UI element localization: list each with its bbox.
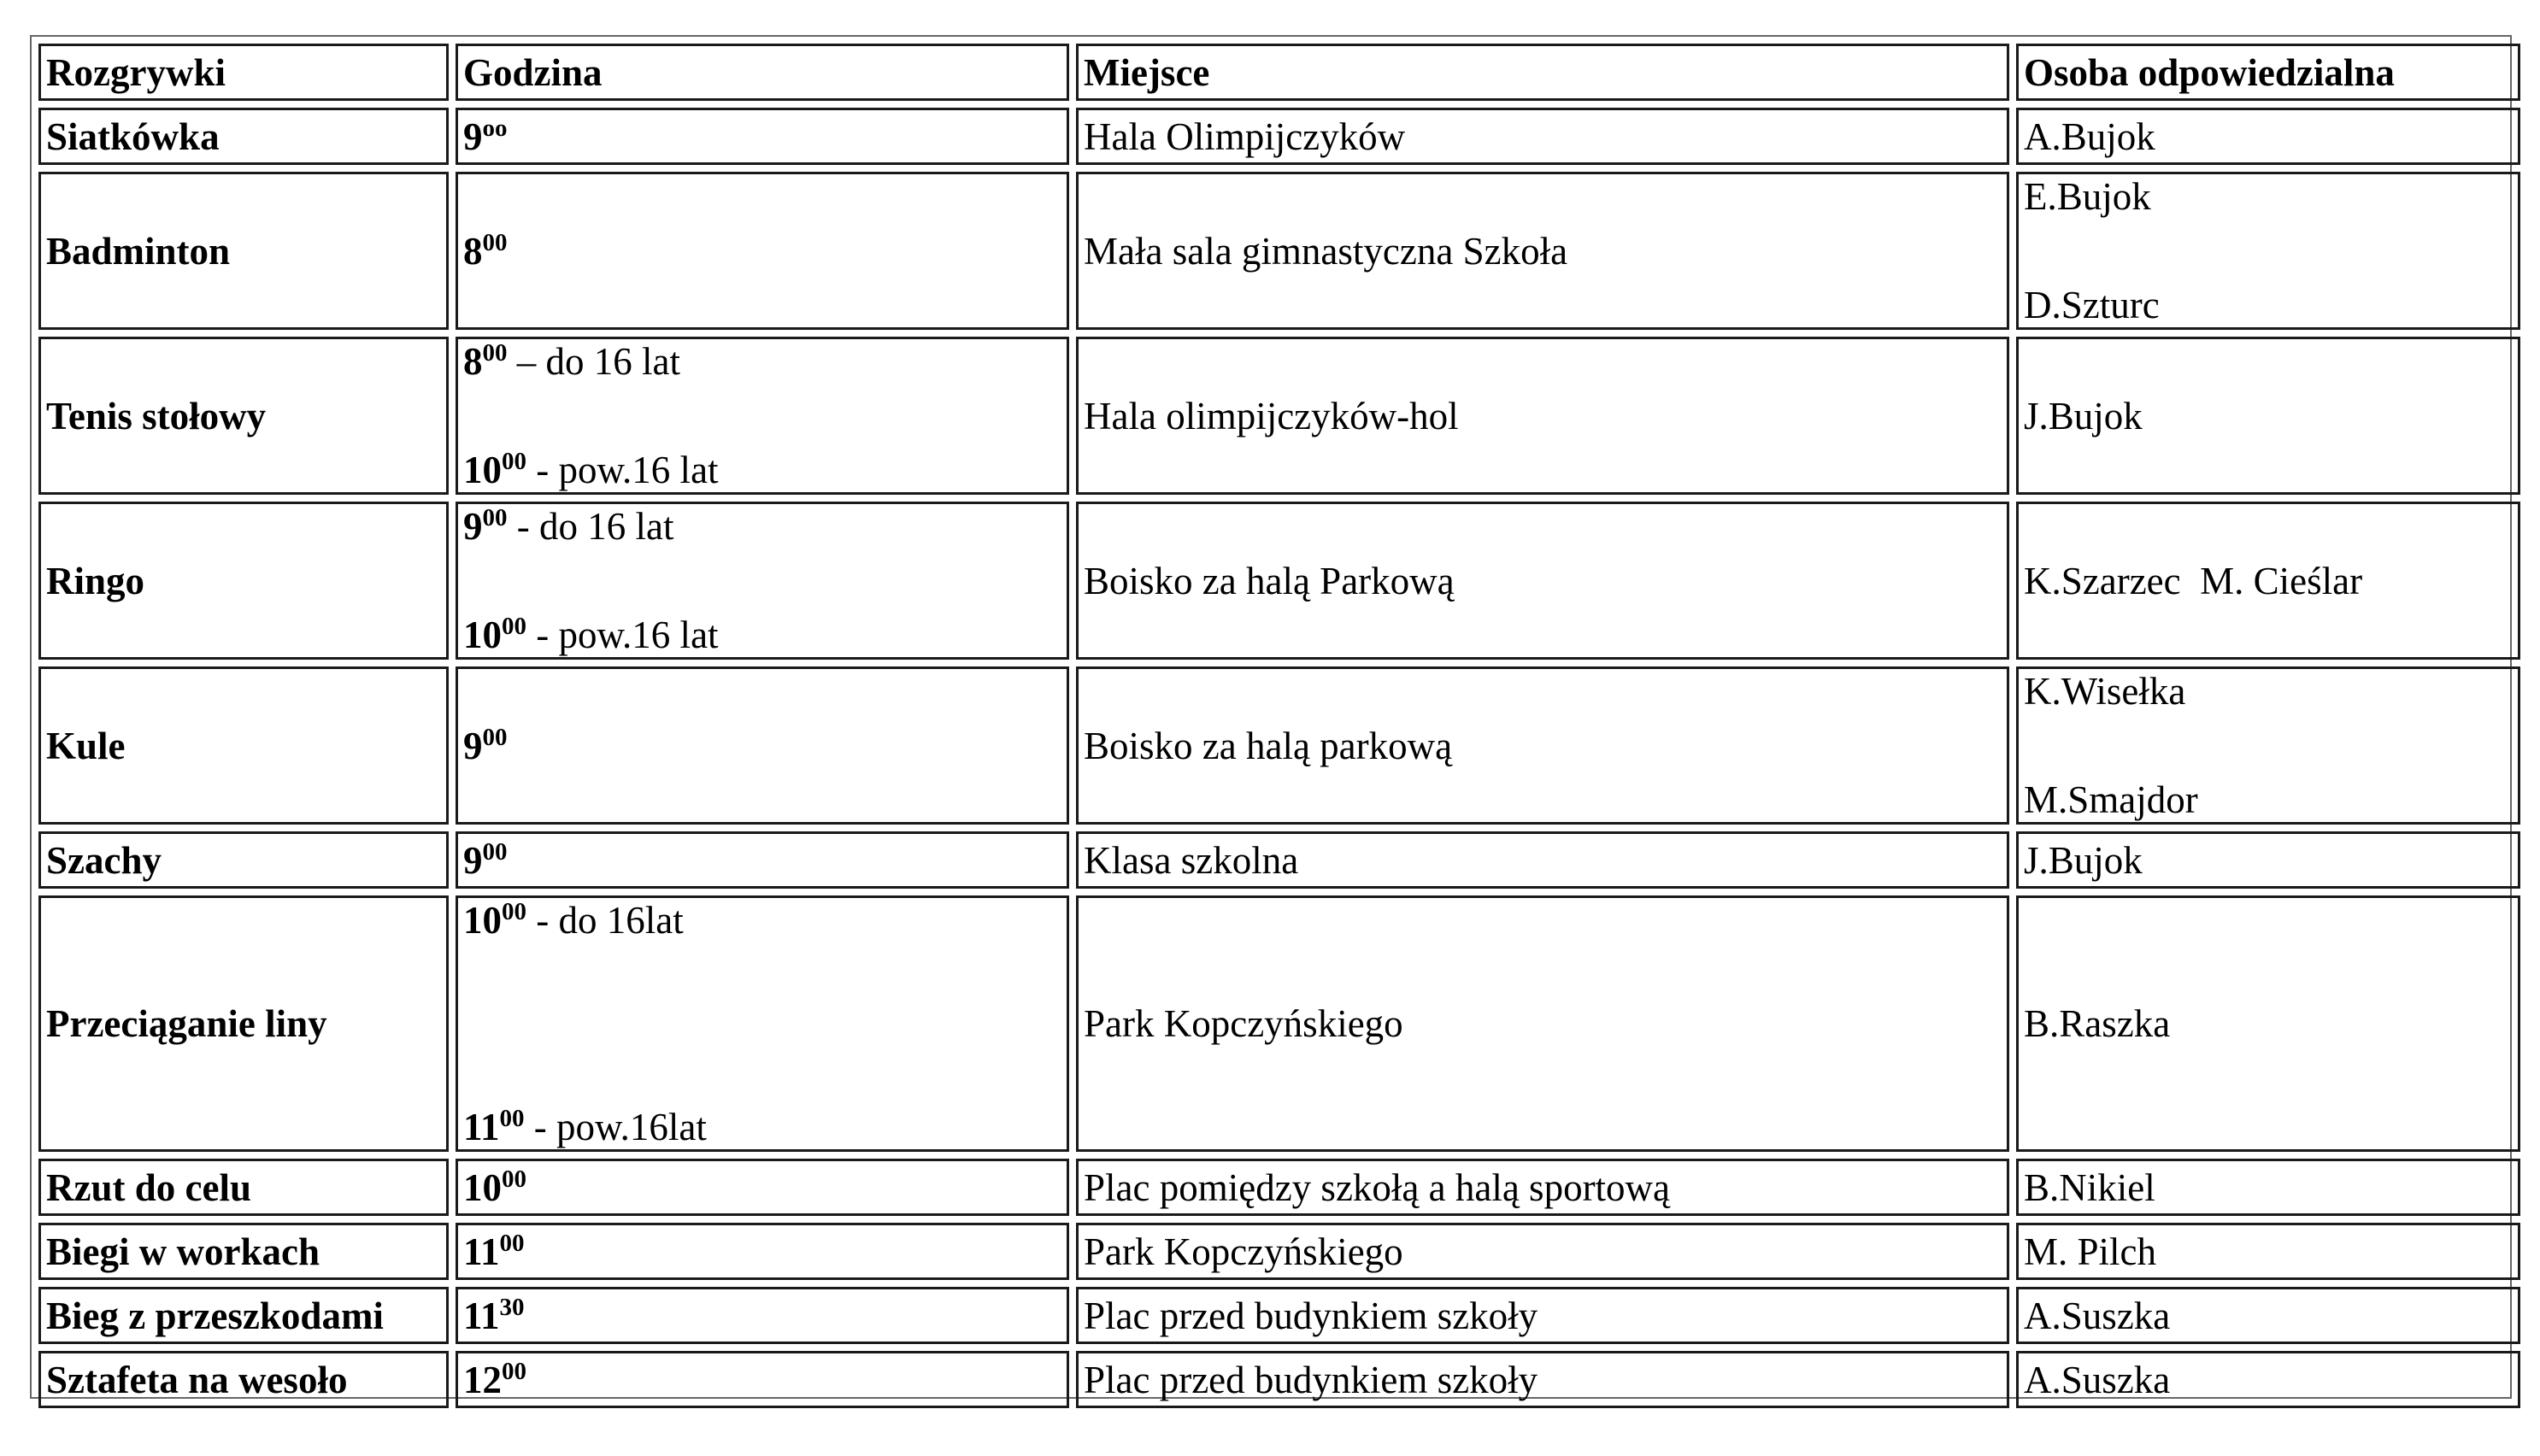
place-label: Hala olimpijczyków-hol <box>1084 394 1459 437</box>
table-row <box>38 502 2520 660</box>
time-cell <box>456 502 1069 660</box>
person-name: M. Pilch <box>2024 1230 2157 1273</box>
time-entry <box>463 838 1061 883</box>
time-entry <box>463 1165 1061 1210</box>
person-cell <box>2016 1223 2520 1280</box>
discipline-cell <box>38 502 449 660</box>
discipline-cell <box>38 666 449 825</box>
discipline-cell <box>38 108 449 165</box>
discipline-cell <box>38 895 449 1152</box>
time-hour: 9 <box>463 724 483 767</box>
time-minutes: 00 <box>482 339 508 367</box>
discipline-label: Rzut do celu <box>46 1165 251 1209</box>
time-hour: 11 <box>463 1230 500 1273</box>
time-note: - pow.16 lat <box>526 614 719 656</box>
time-hour: 11 <box>463 1106 500 1148</box>
time-cell <box>456 1223 1069 1280</box>
table-row <box>38 1159 2520 1216</box>
time-note: – do 16 lat <box>507 340 680 383</box>
person-name: A.Suszka <box>2024 1358 2171 1401</box>
header-cell-osoba: Osoba odpowiedzialna <box>2016 44 2520 101</box>
header-cell-rozgrywki: Rozgrywki <box>38 44 449 101</box>
header-cell-miejsce: Miejsce <box>1076 44 2009 101</box>
place-cell <box>1076 108 2009 165</box>
place-cell <box>1076 337 2009 495</box>
place-label: Boisko za halą parkową <box>1084 724 1453 767</box>
person-name: E.Bujok <box>2024 175 2151 218</box>
place-cell <box>1076 1287 2009 1344</box>
place-label: Park Kopczyńskiego <box>1084 1230 1403 1273</box>
table-row <box>38 666 2520 825</box>
place-cell <box>1076 666 2009 825</box>
discipline-label: Biegi w workach <box>46 1230 320 1273</box>
place-label: Boisko za halą Parkową <box>1084 559 1455 602</box>
time-entry <box>463 613 1061 657</box>
time-cell <box>456 666 1069 825</box>
discipline-cell <box>38 831 449 889</box>
time-entry <box>463 1230 1061 1274</box>
table-row <box>38 1223 2520 1280</box>
time-entry <box>463 339 1061 384</box>
person-cell <box>2016 502 2520 660</box>
time-cell <box>456 172 1069 330</box>
place-label: Klasa szkolna <box>1084 838 1299 882</box>
table-row <box>38 337 2520 495</box>
person-cell <box>2016 1351 2520 1408</box>
place-label: Plac przed budynkiem szkoły <box>1084 1358 1538 1401</box>
place-cell <box>1076 502 2009 660</box>
person-cell <box>2016 895 2520 1152</box>
time-minutes: 00 <box>482 723 508 751</box>
table-row <box>38 1351 2520 1408</box>
place-label: Plac przed budynkiem szkoły <box>1084 1294 1538 1337</box>
header-row <box>38 44 2520 101</box>
discipline-cell <box>38 172 449 330</box>
person-name: B.Nikiel <box>2024 1165 2155 1209</box>
discipline-label: Badminton <box>46 229 231 273</box>
table-row <box>38 172 2520 330</box>
time-hour: 10 <box>463 449 502 491</box>
table-row <box>38 1287 2520 1344</box>
time-note: - pow.16 lat <box>526 449 719 491</box>
place-cell <box>1076 895 2009 1152</box>
time-hour: 9 <box>463 505 483 548</box>
place-cell <box>1076 172 2009 330</box>
discipline-label: Przeciąganie liny <box>46 1002 327 1045</box>
time-minutes: 00 <box>499 1229 525 1257</box>
table-row <box>38 831 2520 889</box>
time-hour: 8 <box>463 229 483 273</box>
discipline-label: Tenis stołowy <box>46 394 267 437</box>
person-cell <box>2016 172 2520 330</box>
discipline-label: Szachy <box>46 838 162 882</box>
person-cell <box>2016 1159 2520 1216</box>
schedule-table <box>32 37 2527 1415</box>
time-hour: 10 <box>463 1165 502 1209</box>
time-note: - do 16 lat <box>507 505 674 548</box>
time-note: - pow.16lat <box>524 1106 707 1148</box>
time-entry <box>463 229 1061 273</box>
time-hour: 11 <box>463 1294 500 1337</box>
time-minutes: 00 <box>502 1165 526 1193</box>
person-name: D.Szturc <box>2024 284 2160 326</box>
discipline-label: Ringo <box>46 559 145 602</box>
time-entry <box>463 1105 1061 1149</box>
time-cell <box>456 1351 1069 1408</box>
discipline-cell <box>38 1159 449 1216</box>
place-cell <box>1076 1159 2009 1216</box>
place-label: Mała sala gimnastyczna Szkoła <box>1084 229 1568 273</box>
time-hour: 10 <box>463 614 502 656</box>
time-minutes: 00 <box>502 448 526 475</box>
time-minutes: 00 <box>482 837 508 866</box>
time-entry <box>463 898 1061 942</box>
person-name: A.Suszka <box>2024 1294 2171 1337</box>
time-cell <box>456 1287 1069 1344</box>
time-hour: 9 <box>463 114 483 158</box>
discipline-cell <box>38 1223 449 1280</box>
person-cell <box>2016 1287 2520 1344</box>
time-entry <box>463 724 1061 768</box>
person-name: M.Smajdor <box>2024 778 2198 821</box>
time-cell <box>456 337 1069 495</box>
time-cell <box>456 108 1069 165</box>
header-cell-godzina: Godzina <box>456 44 1069 101</box>
discipline-cell <box>38 1351 449 1408</box>
time-entry <box>463 1294 1061 1338</box>
person-name: K.Szarzec M. Cieślar <box>2024 559 2363 602</box>
time-hour: 10 <box>463 899 502 942</box>
time-cell <box>456 1159 1069 1216</box>
discipline-label: Siatkówka <box>46 114 220 158</box>
person-name: J.Bujok <box>2024 394 2143 437</box>
place-label: Hala Olimpijczyków <box>1084 114 1406 158</box>
place-label: Plac pomiędzy szkołą a halą sportową <box>1084 1165 1671 1209</box>
table-row <box>38 108 2520 165</box>
person-name: B.Raszka <box>2024 1002 2171 1045</box>
table-row <box>38 895 2520 1152</box>
time-note: - do 16lat <box>526 899 684 942</box>
person-cell <box>2016 108 2520 165</box>
person-name: J.Bujok <box>2024 838 2143 882</box>
time-minutes: 30 <box>499 1293 525 1321</box>
time-minutes: 00 <box>502 898 526 925</box>
time-hour: 8 <box>463 340 483 383</box>
discipline-label: Kule <box>46 724 126 767</box>
discipline-label: Sztafeta na wesoło <box>46 1358 348 1401</box>
time-minutes: 00 <box>482 504 508 531</box>
time-minutes: 00 <box>499 1105 525 1132</box>
time-minutes: oo <box>482 114 508 142</box>
time-hour: 12 <box>463 1358 502 1401</box>
person-cell <box>2016 666 2520 825</box>
person-cell <box>2016 337 2520 495</box>
discipline-cell <box>38 1287 449 1344</box>
time-entry <box>463 504 1061 549</box>
person-name: K.Wisełka <box>2024 670 2186 713</box>
place-cell <box>1076 1351 2009 1408</box>
place-label: Park Kopczyńskiego <box>1084 1002 1403 1045</box>
time-entry <box>463 114 1061 159</box>
discipline-cell <box>38 337 449 495</box>
discipline-label: Bieg z przeszkodami <box>46 1294 384 1337</box>
time-minutes: 00 <box>502 613 526 640</box>
time-minutes: 00 <box>502 1357 526 1385</box>
person-name: A.Bujok <box>2024 114 2155 158</box>
time-minutes: 00 <box>482 228 508 256</box>
schedule-table-frame <box>30 35 2512 1399</box>
time-cell <box>456 895 1069 1152</box>
time-hour: 9 <box>463 838 483 882</box>
place-cell <box>1076 1223 2009 1280</box>
time-entry <box>463 1358 1061 1402</box>
time-cell <box>456 831 1069 889</box>
place-cell <box>1076 831 2009 889</box>
person-cell <box>2016 831 2520 889</box>
time-entry <box>463 448 1061 492</box>
